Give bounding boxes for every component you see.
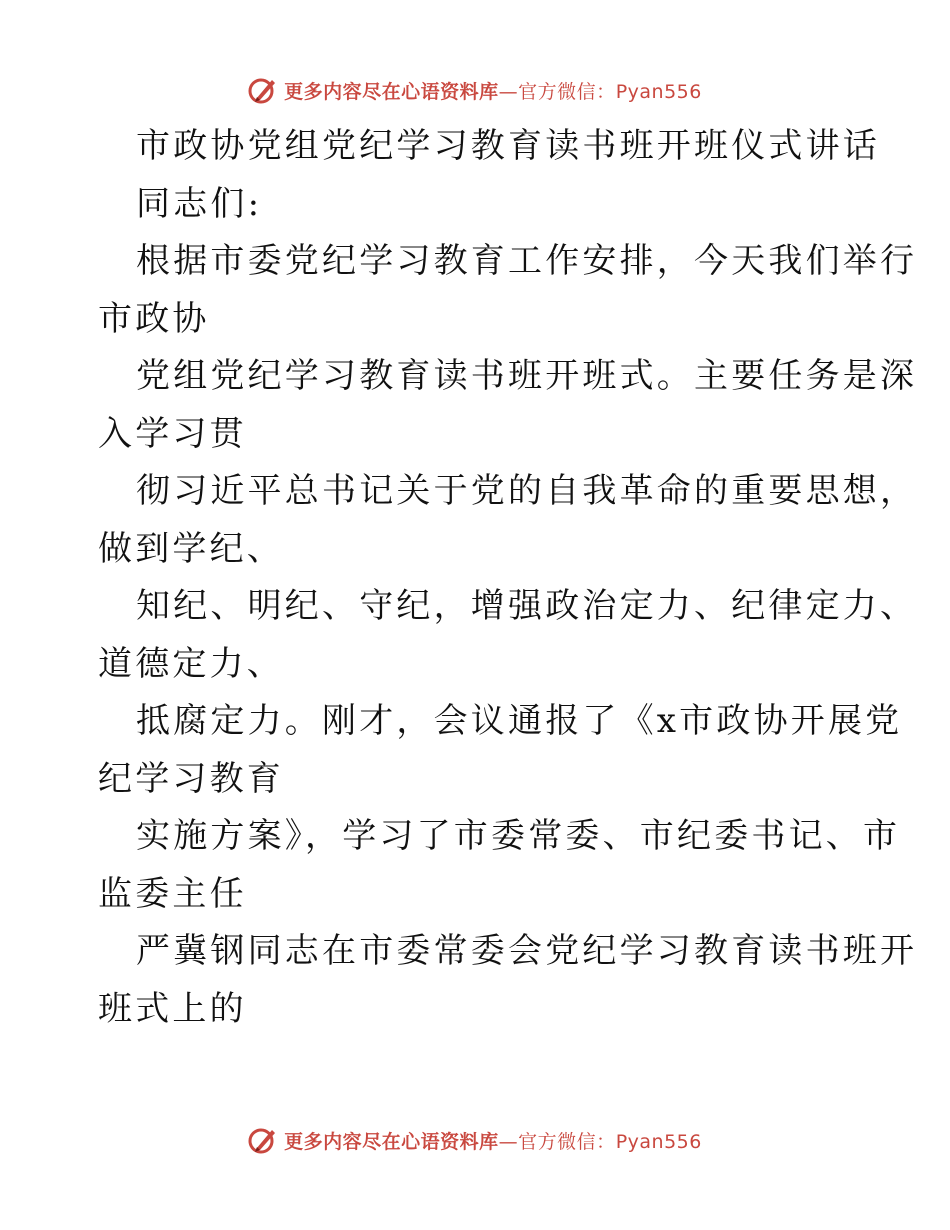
paragraph-line: 知纪、明纪、守纪，增强政治定力、纪律定力、 [136,586,918,626]
document-body [98,118,918,1038]
paragraph-line: 入学习贯 [98,413,247,454]
paragraph-line: 严冀钢同志在市委常委会党纪学习教育读书班开 [136,931,918,971]
quill-pen-circle-icon [248,1125,278,1155]
banner-dash: — [498,1130,519,1153]
paragraph-line: 监委主任 [98,873,247,914]
paragraph-line: 班式上的 [98,988,247,1029]
paragraph-line: 实施方案》，学习了市委常委、市纪委书记、市 [136,816,901,856]
paragraph-line: 市政协 [98,298,210,339]
banner-wechat-label: 官方微信： [518,80,616,103]
banner-wechat-id: Pyan556 [615,80,702,103]
document-title: 市政协党组党纪学习教育读书班开班仪式讲话 [136,126,880,166]
paragraph-line: 党组党纪学习教育读书班开班式。主要任务是深 [136,356,918,396]
header-banner [0,70,950,110]
banner-site-text: 更多内容尽在心语资料库 [284,1130,499,1153]
banner-site-text: 更多内容尽在心语资料库 [284,80,499,103]
paragraph-line: 根据市委党纪学习教育工作安排，今天我们举行 [136,241,918,281]
paragraph-line: 彻习近平总书记关于党的自我革命的重要思想， [136,471,918,511]
paragraph-line: 道德定力、 [98,643,284,684]
banner-text [284,77,702,104]
paragraph-line: 纪学习教育 [98,758,284,799]
banner-dash: — [498,80,519,103]
paragraph-line: 做到学纪、 [98,528,284,569]
banner-text [284,1127,702,1154]
salutation: 同志们: [136,183,263,224]
quill-pen-circle-icon [248,75,278,105]
footer-banner [0,1120,950,1160]
paragraph-line: 抵腐定力。刚才，会议通报了《x市政协开展党 [136,701,903,741]
banner-wechat-label: 官方微信： [518,1130,616,1153]
banner-wechat-id: Pyan556 [615,1130,702,1153]
